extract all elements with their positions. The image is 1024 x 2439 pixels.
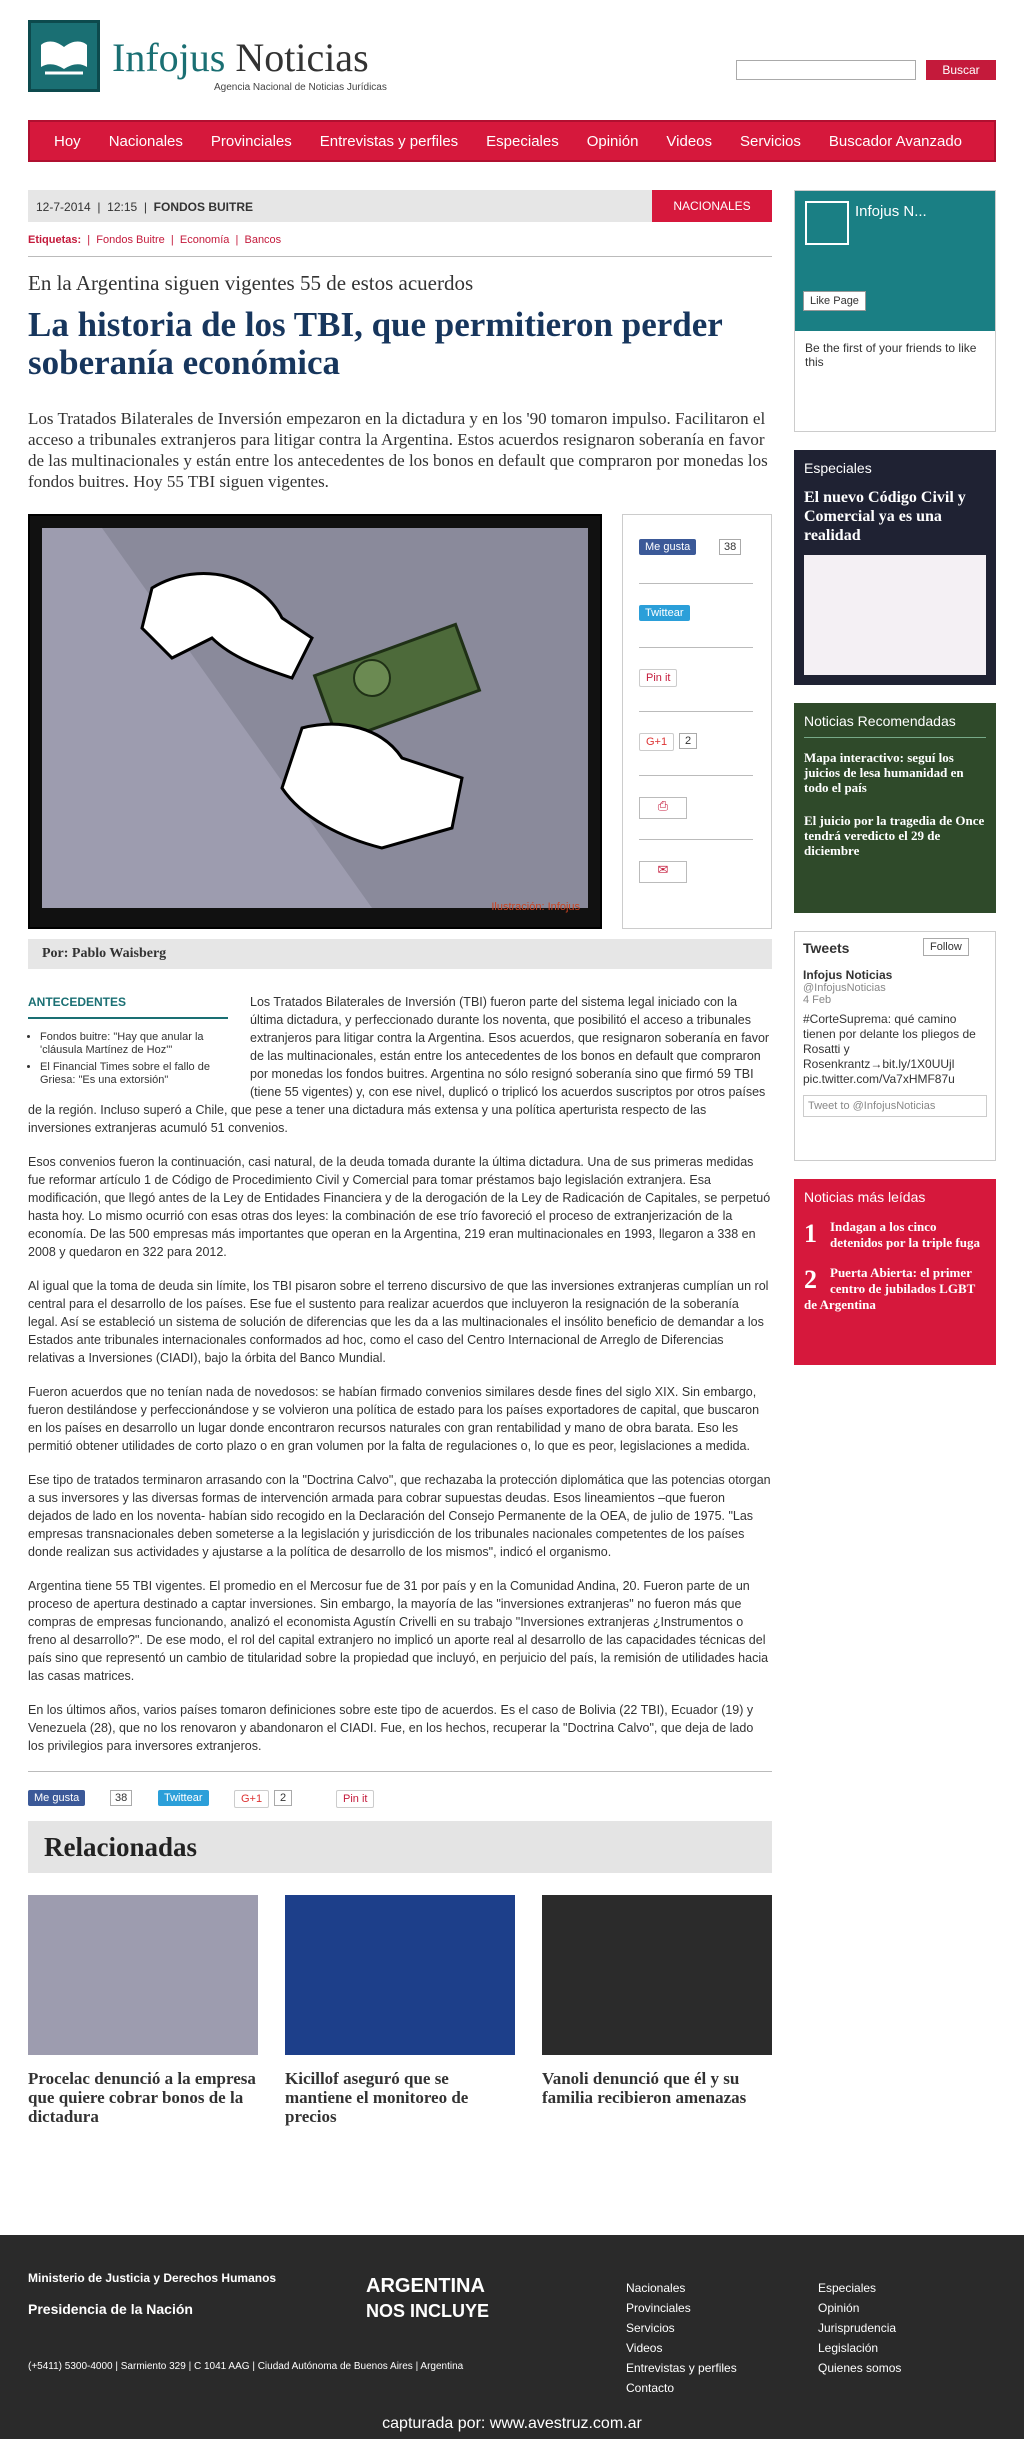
related-card-title[interactable]: Kicillof aseguró que se mantiene el monitoreo de precios: [285, 2069, 469, 2126]
footer-links-col2: [818, 2281, 901, 2381]
article-image: [28, 514, 602, 929]
facebook-widget: [794, 190, 996, 432]
footer-link[interactable]: Jurisprudencia: [818, 2321, 897, 2335]
tag-link[interactable]: Fondos Buitre: [96, 234, 165, 246]
related-links-title: ANTECEDENTES: [28, 993, 228, 1019]
tags: Etiquetas: | Fondos Buitre | Economía | Bancos: [28, 234, 772, 257]
slogan-line-1: ARGENTINA: [366, 2275, 485, 2297]
mas-leida-link[interactable]: 2 Puerta Abierta: el primer centro de jubilados LGBT de Argentina: [804, 1265, 976, 1312]
recomendadas-box: [794, 703, 996, 913]
book-icon: [39, 33, 89, 83]
related-link[interactable]: • El Financial Times sobre el fallo de Griesa: "Es una extorsión": [40, 1061, 228, 1087]
paragraph: Argentina tiene 55 TBI vigentes. El promedio en el Mercosur fue de 31 por país y en la Comunidad Andina, 20. Fueron parte de un proceso de apertura destinado a captar inversiones. Sin embargo, la mayoría de las "inversiones extranjeras" no fueron más que compras de empresas funcionando, analizó el economista Agustín Crivelli en su trabajo "Inversiones extranjeras ¿Instrumentos o freno al desarrollo?". De ese modo, el rol del capital extranjero no implicó un aporte real al desarrollo de las capacidades técnicas del país sino que representó un cambio de titularidad sobre la propiedad que incluyó, en perjuicio del país, la remisión de utilidades hacia las casas matrices.: [28, 1579, 769, 1683]
related-cards: [28, 1895, 772, 2126]
search-button[interactable]: Buscar: [926, 60, 996, 80]
nav-item[interactable]: Especiales: [486, 132, 559, 150]
article-meta: 12-7-2014 | 12:15 | FONDOS BUITRE NACIONALES: [28, 190, 772, 222]
section-badge[interactable]: NACIONALES: [652, 190, 772, 222]
facebook-like-button[interactable]: Me gusta: [639, 539, 696, 555]
fb-like-page-button[interactable]: Like Page: [803, 291, 866, 311]
related-heading: Relacionadas: [28, 1821, 772, 1873]
related-link[interactable]: • Fondos buitre: "Hay que anular la 'cláusula Martínez de Hoz'": [40, 1031, 228, 1057]
brand-name: Infojus Noticias: [112, 35, 369, 80]
article-title: La historia de los TBI, que permitieron perder soberanía económica: [28, 305, 723, 382]
related-card[interactable]: [285, 1895, 515, 2126]
related-card-image[interactable]: [542, 1895, 772, 2055]
tweet-button[interactable]: Twittear: [158, 1790, 209, 1806]
print-icon[interactable]: ⎙: [639, 797, 687, 819]
especiales-title[interactable]: El nuevo Código Civil y Comercial ya es una realidad: [804, 489, 966, 544]
paragraph: Al igual que la toma de deuda sin límite, los TBI pisaron sobre el terreno discursivo de que las inversiones extranjeras cumplían un rol central para el desarrollo de los países. Ese fue el sustento para realizar acuerdos que incluyeron la resignación de la soberanía legal. Así se estableció un sistema de solución de diferencias que les da a las multinacionales el insólito beneficio de demandar a los Estados ante tribunales internacionales conformados ad hoc, como el caso del Centro Internacional de Arreglo de Diferencias relativas a Inversiones (CIADI), bajo la órbita del Banco Mundial.: [28, 1279, 769, 1365]
nav-item[interactable]: Provinciales: [210, 132, 292, 150]
email-icon[interactable]: ✉: [639, 861, 687, 883]
slogan-line-2: NOS INCLUYE: [366, 2301, 490, 2321]
fb-friends-text: Be the first of your friends to like this: [805, 341, 977, 369]
presidencia-label: Presidencia de la Nación: [28, 2301, 193, 2317]
paragraph: Ese tipo de tratados terminaron arrasando con la "Doctrina Calvo", que rechazaba la protección diplomática que las potencias otorgan a sus inversores y las diversas formas de intervención armada para cobrar supuestas deudas. Esos lineamientos –que fueron dejados de lado en los noventa- habían sido recogido en la Declaración del Consejo Permanente de la OEA, de julio de 1975. "Las empresas transnacionales deben someterse a la legislación y jurisdicción de los tribunales nacionales competentes de los países donde realizan sus actividades y ajustarse a la política de desarrollo de los mismos", indicó el organismo.: [28, 1473, 771, 1559]
byline: Por: Pablo Waisberg: [28, 939, 772, 969]
mas-leida-link[interactable]: 1 Indagan a los cinco detenidos por la triple fuga: [804, 1219, 980, 1250]
footer-link[interactable]: Videos: [626, 2341, 663, 2355]
mas-leidas-box: [794, 1179, 996, 1365]
footer-link[interactable]: Especiales: [818, 2281, 877, 2295]
related-card-title[interactable]: Vanoli denunció que él y su familia recibieron amenazas: [542, 2069, 747, 2107]
article-body: [28, 993, 772, 1755]
article-lead: Los Tratados Bilaterales de Inversión empezaron en la dictadura y en los '90 tomaron impulso. Facilitaron el acceso a tribunales extranjeros para litigar contra la Argentina. Estos acuerdos resignaron soberanía en favor de las multinacionales y están entre los antecedentes de los bonos en default que compraron por monedas los fondos buitres. Hoy 55 TBI siguen vigentes.: [28, 409, 768, 491]
facebook-like-button[interactable]: Me gusta: [28, 1790, 85, 1806]
paragraph: Los Tratados Bilaterales de Inversión (TBI) fueron parte del sistema legal iniciado con la última dictadura, y perfeccionado durante los noventa, que posibilitó el acceso a tribunales extranjeros para litigar contra la Argentina. Esos acuerdos, que resignaron soberanía en favor de las multinacionales, están entre los antecedentes de los bonos en default que compraron por monedas los fondos buitres. Argentina no sólo resignó soberanía sino que firmó 59 TBI (tiene 55 vigentes) y, con ese nivel, duplicó o triplicó los acuerdos suscriptos por otros países de la región. Incluso superó a Chile, que pese a tener una dictadura más extensa y una política aperturista respecto de las inversiones extranjeras acumuló 51 convenios.: [28, 995, 770, 1135]
footer-link[interactable]: Opinión: [818, 2301, 860, 2315]
main-nav: [28, 120, 996, 162]
paragraph: En los últimos años, varios países tomaron definiciones sobre este tipo de acuerdos. Es el caso de Bolivia (22 TBI), Ecuador (19) y Venezuela (28), que no los renovaron y abandonaron el CIADI. Fue, en los hechos, recuperar la "Doctrina Calvo", que deja de lado los privilegios para inversores extranjeros.: [28, 1703, 754, 1753]
tweet-author[interactable]: Infojus Noticias: [803, 968, 893, 982]
footer-link[interactable]: Servicios: [626, 2321, 675, 2335]
footer-link[interactable]: Legislación: [818, 2341, 879, 2355]
like-count: 38: [719, 539, 741, 555]
image-credit: Ilustración: Infojus: [491, 901, 580, 913]
gplus-button[interactable]: G+1: [639, 733, 674, 751]
site-footer: [0, 2235, 1024, 2439]
article-kicker: En la Argentina siguen vigentes 55 de estos acuerdos: [28, 271, 474, 295]
article-topic[interactable]: FONDOS BUITRE: [153, 200, 253, 214]
tag-link[interactable]: Bancos: [244, 234, 282, 246]
especiales-box[interactable]: [794, 450, 996, 685]
related-card[interactable]: [542, 1895, 772, 2126]
related-card-image[interactable]: [285, 1895, 515, 2055]
pinit-button[interactable]: Pin it: [639, 669, 677, 687]
especiales-label: Especiales: [804, 460, 872, 476]
site-logo[interactable]: [28, 20, 100, 92]
recomendadas-label: Noticias Recomendadas: [804, 713, 986, 738]
related-card[interactable]: [28, 1895, 258, 2126]
nav-item[interactable]: Opinión: [586, 132, 639, 150]
related-card-title[interactable]: Procelac denunció a la empresa que quiere cobrar bonos de la dictadura: [28, 2069, 256, 2126]
footer-link[interactable]: Quienes somos: [818, 2361, 902, 2375]
especiales-image[interactable]: [804, 555, 986, 675]
ministerio-label: Ministerio de Justicia y Derechos Humanos: [28, 2271, 277, 2285]
recomendada-link[interactable]: Mapa interactivo: seguí los juicios de lesa humanidad en todo el país: [804, 750, 964, 795]
paragraph: Esos convenios fueron la continuación, casi natural, de la deuda tomada durante la última dictadura. Una de sus primeras medidas fue reformar artículo 1 de Código de Procedimiento Civil y Comercial para tomar préstamos bajo legislación extranjera. Esa modificación, que llegó antes de la Ley de Entidades Financiera y de la derogación de la Ley de Radicación de Capitales, se perpetuó hasta hoy. Lo mismo ocurrió con esas otras dos leyes: la combinación de ese trío favoreció el proceso de extranjerización de la economía. De las 500 empresas más importantes que operan en la Argentina, 219 eran multinacionales en 1993, llegaron a 338 en 2008 y quedaron en 322 para 2012.: [28, 1155, 771, 1259]
related-card-image[interactable]: [28, 1895, 258, 2055]
footer-link[interactable]: Contacto: [626, 2381, 675, 2395]
fb-page-title[interactable]: Infojus N...: [855, 203, 927, 220]
site-header: [28, 20, 996, 100]
like-count: 38: [110, 1790, 132, 1806]
gplus-count: 2: [274, 1790, 292, 1806]
follow-button[interactable]: Follow: [923, 938, 969, 956]
article-date: 12-7-2014: [36, 200, 91, 214]
tweet-input[interactable]: Tweet to @InfojusNoticias: [803, 1095, 987, 1117]
tweet-date: 4 Feb: [803, 994, 832, 1006]
recomendada-link[interactable]: El juicio por la tragedia de Once tendrá veredicto el 29 de diciembre: [804, 813, 985, 858]
article-time: 12:15: [107, 200, 138, 214]
tweet-handle[interactable]: @InfojusNoticias: [803, 982, 886, 994]
capture-credit: capturada por: www.avestruz.com.ar: [382, 2415, 642, 2432]
related-links-box: [28, 993, 228, 1091]
nav-item[interactable]: Entrevistas y perfiles: [319, 132, 459, 150]
nav-item[interactable]: Videos: [666, 132, 713, 150]
nav-item[interactable]: Servicios: [740, 132, 801, 150]
share-panel: [622, 514, 772, 929]
pinit-button[interactable]: Pin it: [336, 1790, 374, 1808]
gplus-button[interactable]: G+1: [234, 1790, 269, 1808]
bottom-share-bar: [28, 1771, 772, 1811]
nav-item[interactable]: Hoy: [54, 132, 81, 150]
tweets-label: Tweets: [803, 940, 850, 956]
brand-subtitle: Agencia Nacional de Noticias Jurídicas: [214, 82, 387, 93]
search-input[interactable]: [736, 60, 916, 80]
gplus-count: 2: [679, 733, 697, 749]
nav-item[interactable]: Nacionales: [108, 132, 183, 150]
tag-link[interactable]: Economía: [179, 234, 230, 246]
page-logo: [805, 201, 849, 245]
footer-link[interactable]: Nacionales: [626, 2281, 686, 2295]
tweet-button[interactable]: Twittear: [639, 605, 690, 621]
tweet-text[interactable]: #CorteSuprema: qué camino tienen por delante los pliegos de Rosatti y Rosenkrantz→bit.ly/1X0UUjl pic.twitter.com/Va7xHMF87u: [803, 1012, 976, 1086]
nav-item[interactable]: Buscador Avanzado: [828, 132, 963, 150]
twitter-widget: [794, 931, 996, 1161]
tags-label: Etiquetas:: [28, 234, 82, 246]
footer-links-col1: [626, 2281, 737, 2401]
illustration-hands-money: [42, 528, 588, 908]
footer-link[interactable]: Entrevistas y perfiles: [626, 2361, 737, 2375]
mas-leidas-label: Noticias más leídas: [804, 1189, 926, 1205]
paragraph: Fueron acuerdos que no tenían nada de novedosos: se habían firmado convenios similares desde fines del siglo XIX. Sin embargo, fueron destilándose y perfeccionándose y se volvieron una política de estado para los países exportadores de capital, que buscaron en los países en desarrollo un lugar donde encontraron recursos naturales con gran rentabilidad y mano de obra barata. Eso les permitió obtener utilidades de corto plazo o en gran volumen por la falta de regulaciones o, lo que es peor, legislaciones a medida.: [28, 1385, 760, 1453]
sidebar: [794, 190, 996, 1365]
footer-address: (+5411) 5300-4000 | Sarmiento 329 | C 1041 AAG | Ciudad Autónoma de Buenos Aires | Argentina: [28, 2361, 464, 2372]
article: [28, 190, 772, 2126]
article-figure: [28, 514, 772, 929]
footer-link[interactable]: Provinciales: [626, 2301, 691, 2315]
